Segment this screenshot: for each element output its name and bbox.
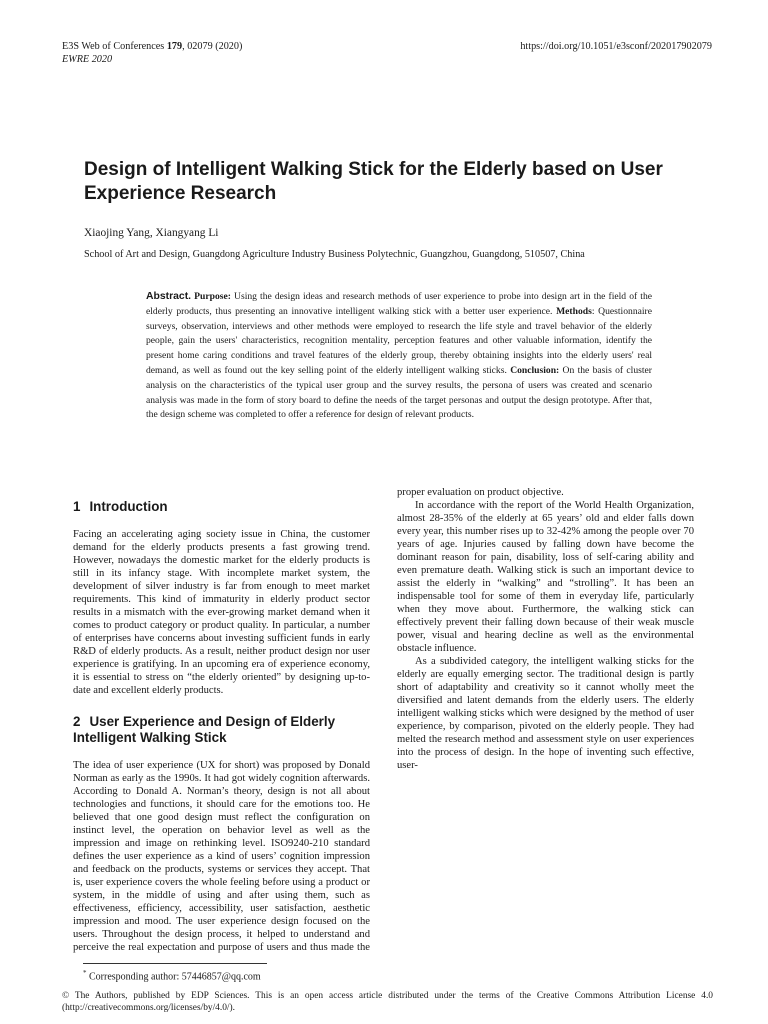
doi-link[interactable]: https://doi.org/10.1051/e3sconf/202017902079 [520, 41, 712, 52]
author-list: Xiaojing Yang, Xiangyang Li [84, 227, 219, 239]
section-heading-introduction [73, 499, 370, 516]
corresponding-author: Corresponding author: 57446857@qq.com [86, 971, 261, 983]
methods-label: Methods [556, 305, 592, 317]
conclusion-text: On the basis of cluster analysis on the characteristics of the typical user group and the survey results, the persona of users was created and scenario analysis was made in the form of story board to define the needs of the target personas and output the design prototype. After that, the design scheme was completed to offer a reference for design of relevant products. [146, 364, 652, 421]
journal-citation [62, 40, 242, 53]
intro-paragraph: Facing an accelerating aging society issue in China, the customer demand for the elderly products presents a fast growing trend. However, nowadays the domestic market for the elderly products is still in its infancy stage. With incomplete market system, the development of silver industry is far from enough to meet market requirements. This kind of immaturity in elderly product sector results in a mismatch with the ever-growing market demand when it comes to product category or product quality. In particular, a number of enterprises have concerns about investing sufficient funds in early R&D of elderly products. As a result, neither product design nor user experience is gratifying. In an upcoming era of experience economy, it is essential to stress on “the elderly oriented” by designing up-to-date and excellent elderly products. [73, 528, 370, 696]
ux-paragraph-continued: The idea of user experience (UX for short) was proposed by Donald Norman as early as the 1990s. It had got widely cognition afterwards. According to Donald A. Norman’s theory, design is not all about technologies and functions, it should care for the emotions too. He believed that one good design must reflect the configuration on instinct level, the operation on behavior level as well as the impression and image on rethinking level. ISO9240-210 standard defines the user experience as a kind of users’ cognition impression and feedback on the products, systems or services they accept. That is, user experience covers the whole feeling before using a product or system, in the middle of using and after using them, such as effectiveness, efficiency, accessibility, user satisfaction, aesthetic impression and mood. The user experience design focused on the users. Throughout the design process, it helped to understand and perceive the real expectation and purpose of users and thus made the [73, 759, 370, 953]
ux-paragraph-continuation: proper evaluation on product objective. [397, 487, 564, 498]
section-heading-user-experience [73, 714, 370, 747]
purpose-label: Purpose: [194, 291, 231, 302]
intelligent-stick-paragraph: As a subdivided category, the intelligent walking sticks for the elderly are equally emerging sector. The traditional design is partly short of adaptability and creativity so it cannot wholly meet the diversified and latent demands from the elderly users. The elderly intelligent walking sticks which were designed by the method of user experience, by comparison, pivoted on the elderly people. They had melted the research method and assessment style on user experiences into the process of design. In the hope of inventing such effective, user- [397, 656, 694, 771]
abstract-label: Abstract. [146, 291, 192, 302]
paper-title: Design of Intelligent Walking Stick for the Elderly based on User Experience Research [84, 159, 663, 204]
section-number: 1 [73, 499, 81, 514]
journal-name: E3S Web of Conferences [62, 41, 167, 52]
section-title: Introduction [89, 499, 168, 514]
section-number: 2 [73, 713, 81, 729]
license-notice: © The Authors, published by EDP Sciences. This is an open access article distributed under the terms of the Creative Commons Attribution License 4.0 (http://creativecommons.org/licenses/by/4.0/). [62, 991, 713, 1013]
journal-volume: 179 [166, 41, 183, 52]
purpose-text: Using the design ideas and research methods of user experience to probe into design art in the field of the elderly products, thus presenting an innovative intelligent walking stick with a better user experience. [146, 291, 652, 317]
footnote [83, 967, 261, 983]
article-number: , 02079 (2020) [182, 41, 243, 52]
section-title: User Experience and Design of Elderly Intelligent Walking Stick [73, 713, 336, 745]
conclusion-label: Conclusion: [510, 364, 560, 376]
abstract [146, 290, 652, 423]
who-report-paragraph: In accordance with the report of the World Health Organization, almost 28-35% of the elderly at 65 years’ old and elder falls down every year, this number rises up to 32-42% among the people over 70 years of age. Injuries caused by falling down have become the dominant reason for pain, disability, loss of self-caring ability and even premature death. Walking stick is such an important device to assist the elderly in “walking” and “strolling”. It has been an indispensable tool for some of them in everyday life, particularly when they move about. Furthermore, the walking stick can effectively prevent their falling down because of their weak muscle power, visual and hearing decline as well as the environmental obstacle influence. [397, 500, 694, 654]
affiliation: School of Art and Design, Guangdong Agriculture Industry Business Polytechnic, Guangzhou, Guangdong, 510507, China [84, 249, 585, 260]
conference-name: EWRE 2020 [62, 54, 113, 65]
right-column [397, 486, 694, 772]
left-column [73, 488, 370, 954]
footnote-marker: * [83, 969, 87, 977]
methods-text: : Questionnaire surveys, observation, interviews and other methods were employed to research the life style and travel behavior of the elderly people, gain the users' characteristics, recognition mentality, perception features and other valuable information, identify the present home caring conditions and travel features of the elderly group, thereby obtaining insights into the elderly users' real demand, as well as found out the key selling point of the elderly intelligent walking sticks. [146, 305, 652, 376]
footnote-divider [83, 963, 267, 964]
